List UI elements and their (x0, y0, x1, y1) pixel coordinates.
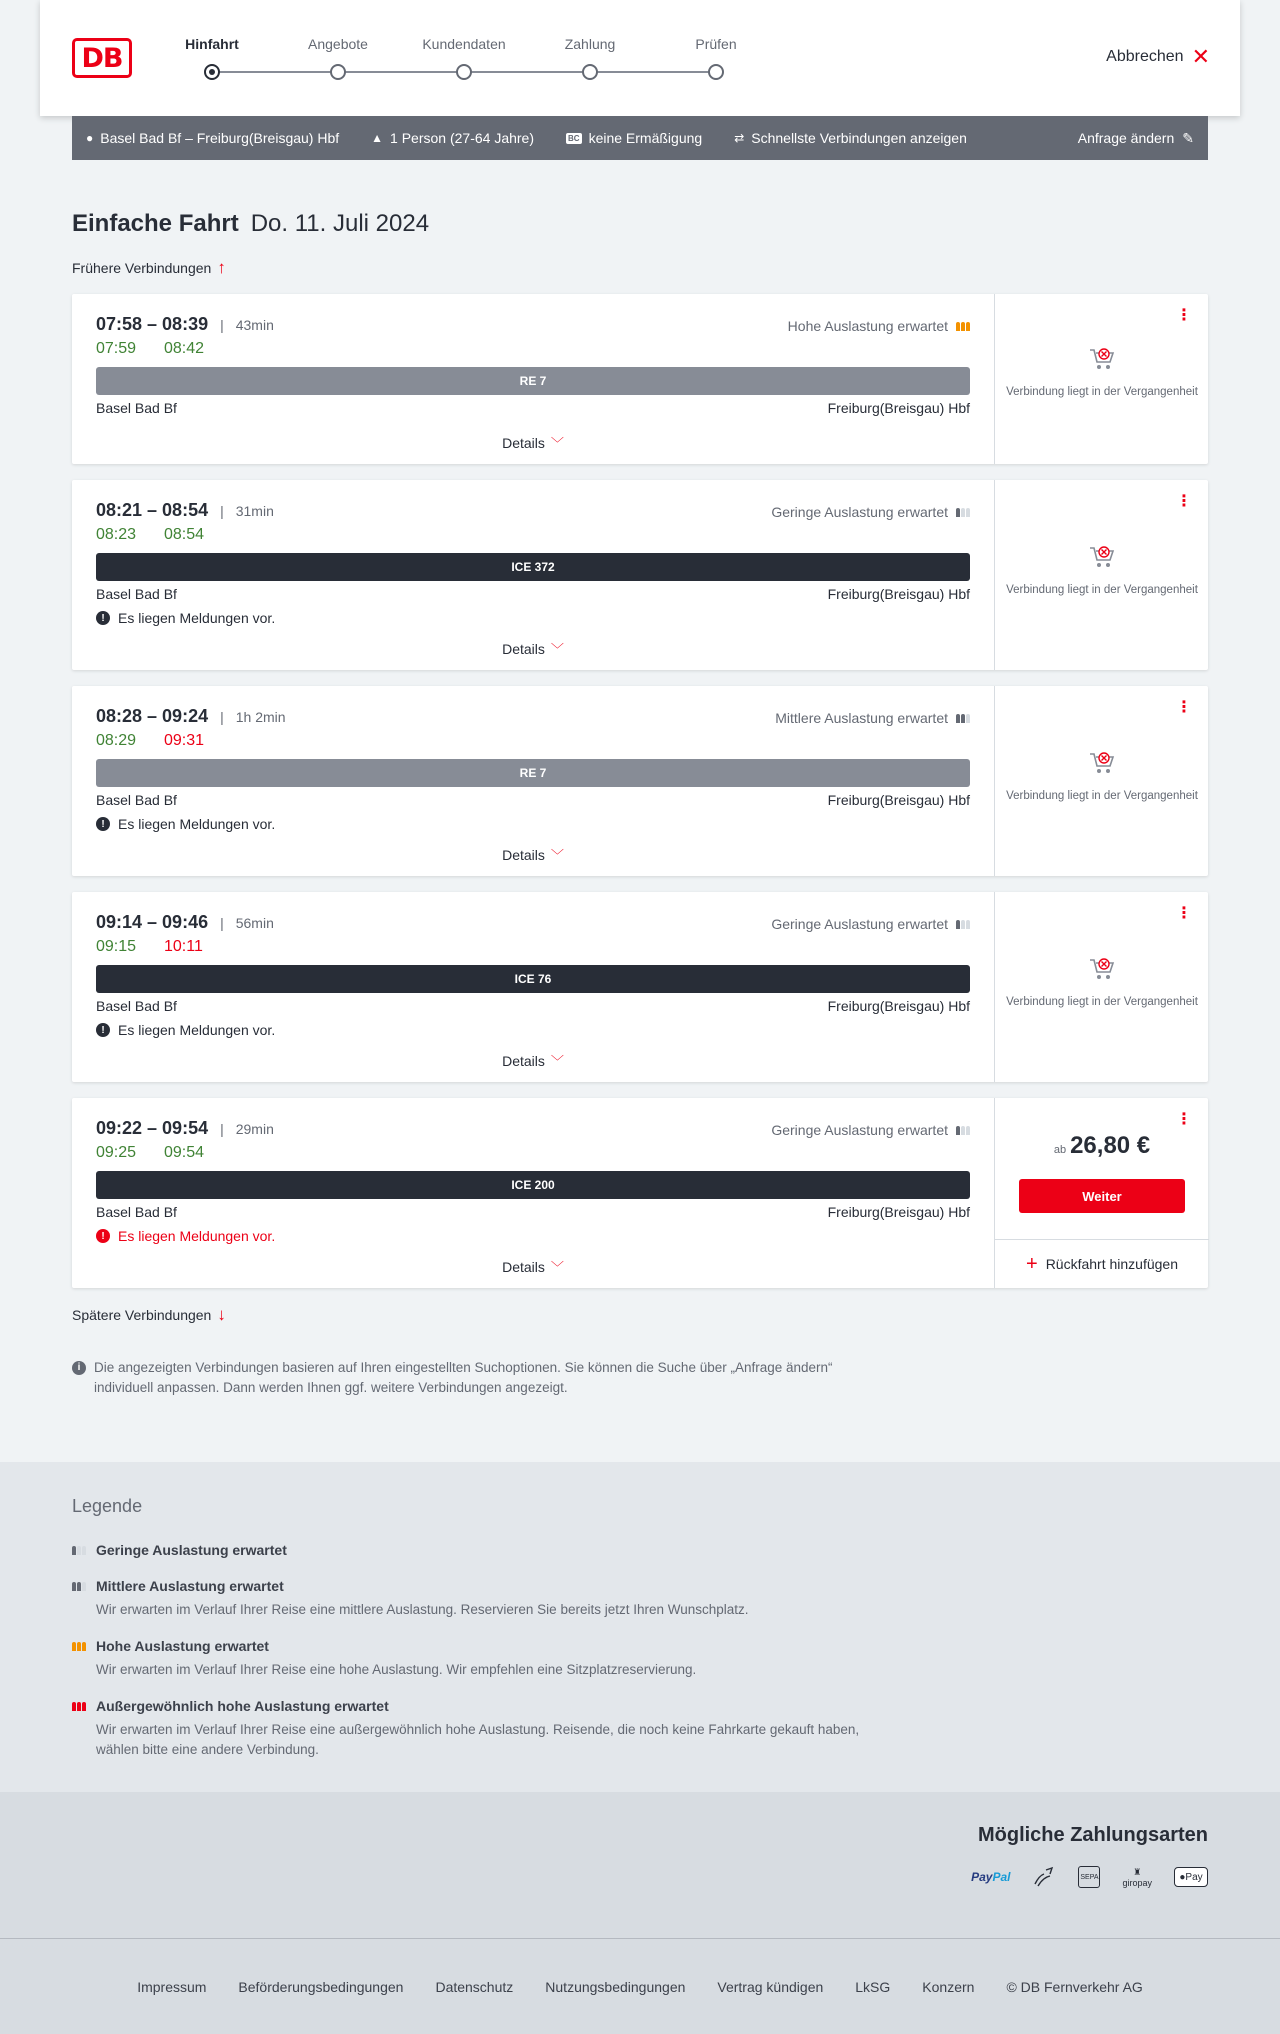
load-indicator: Geringe Auslastung erwartet (771, 504, 970, 520)
past-connection: Verbindung liegt in der Vergangenheit (995, 956, 1209, 1010)
cart-disabled-icon (1088, 956, 1116, 982)
train-bar[interactable]: RE 7 (96, 759, 970, 787)
realtime-times: 07:59 08:42 (96, 340, 205, 357)
plus-icon: + (1026, 1253, 1038, 1275)
step-zahlung: Zahlung (530, 36, 650, 80)
legend (0, 1462, 1280, 1792)
footer-link-datenschutz[interactable]: Datenschutz (435, 1978, 514, 1995)
details-toggle[interactable]: Details ﹀ (502, 1259, 564, 1275)
connection-times: 07:58 – 08:39 | 43min (96, 314, 274, 334)
info-icon: i (72, 1361, 86, 1375)
stations: Basel Bad Bf Freiburg(Breisgau) Hbf (96, 998, 970, 1014)
connection-main (96, 892, 970, 1082)
train-bar[interactable]: ICE 372 (96, 553, 970, 581)
legend-title: Legende (72, 1496, 143, 1516)
search-discount: BC keine Ermäßigung (568, 130, 703, 146)
legend-item-low: Geringe Auslastung erwartet (72, 1542, 892, 1558)
message-notice[interactable]: ! Es liegen Meldungen vor. (96, 1228, 275, 1244)
footer-link-nutzungsbedingungen[interactable]: Nutzungsbedingungen (545, 1978, 686, 1995)
payment-icons (971, 1866, 1208, 1888)
connection-card[interactable] (72, 480, 1208, 670)
info-note: i Die angezeigten Verbindungen basieren auf Ihren eingestellten Suchoptionen. Sie können die Suche über „Anfrage ändern“ individuell anpassen. Dann werden Ihnen ggf. weitere Verbindungen angezeigt. (72, 1358, 852, 1398)
person-icon: ▲ (371, 131, 384, 145)
bahncard-icon: BC (568, 133, 580, 143)
step-dot-icon (582, 64, 598, 80)
mid-load-icon (956, 714, 970, 723)
pencil-icon: ✎ (1182, 129, 1194, 146)
location-pin-icon: ● (86, 131, 94, 145)
step-hinfahrt: Hinfahrt (152, 36, 272, 80)
realtime-times: 08:23 08:54 (96, 526, 205, 543)
stations: Basel Bad Bf Freiburg(Breisgau) Hbf (96, 1204, 970, 1220)
load-indicator: Geringe Auslastung erwartet (771, 1122, 970, 1138)
step-dot-icon (204, 64, 220, 80)
past-connection: Verbindung liegt in der Vergangenheit (995, 544, 1209, 598)
mid-load-icon (72, 1582, 86, 1591)
details-toggle[interactable]: Details ﹀ (502, 641, 564, 657)
apple-icon: ● (1179, 1871, 1186, 1883)
low-load-icon (956, 1126, 970, 1135)
train-bar[interactable]: RE 7 (96, 367, 970, 395)
arrow-up-icon: ↑ (217, 258, 226, 277)
connection-card[interactable] (72, 1098, 1208, 1288)
paypal-icon: Pay Pal (971, 1870, 1011, 1884)
connection-side (994, 480, 1208, 670)
stations: Basel Bad Bf Freiburg(Breisgau) Hbf (96, 586, 970, 602)
payment-methods (0, 1792, 1280, 1938)
chevron-down-icon: ﹀ (550, 1054, 564, 1069)
cart-disabled-icon (1088, 346, 1116, 372)
direct-debit-icon (1032, 1866, 1056, 1888)
connection-card[interactable] (72, 686, 1208, 876)
duration: 1h 2min (235, 709, 286, 725)
connection-card[interactable] (72, 892, 1208, 1082)
extreme-load-icon (72, 1702, 86, 1711)
earlier-connections-link[interactable]: Frühere Verbindungen ↑ (72, 258, 226, 277)
more-options-icon[interactable]: ⋮ (1176, 1111, 1192, 1128)
duration: 29min (235, 1121, 274, 1137)
cart-disabled-icon (1088, 750, 1116, 776)
connection-side (994, 1098, 1208, 1288)
step-dot-icon (708, 64, 724, 80)
cancel-button[interactable]: Abbrechen ✕ (1106, 44, 1210, 69)
footer-link-impressum[interactable]: Impressum (137, 1978, 207, 1995)
giropay-symbol-icon: ♜ (1133, 1866, 1142, 1877)
more-options-icon[interactable]: ⋮ (1176, 307, 1192, 324)
stations: Basel Bad Bf Freiburg(Breisgau) Hbf (96, 792, 970, 808)
exclamation-icon: ! (96, 1023, 110, 1037)
low-load-icon (956, 920, 970, 929)
progress-steps (180, 36, 737, 86)
connection-times: 09:22 – 09:54 | 29min (96, 1118, 274, 1138)
chevron-down-icon: ﹀ (550, 1260, 564, 1275)
price: ab 26,80 € (1053, 1132, 1151, 1159)
step-pruefen: Prüfen (656, 36, 776, 80)
later-connections-link[interactable]: Spätere Verbindungen ↓ (72, 1305, 226, 1324)
message-notice: ! Es liegen Meldungen vor. (96, 816, 275, 832)
connection-times: 08:21 – 08:54 | 31min (96, 500, 274, 520)
duration: 43min (235, 317, 274, 333)
low-load-icon (72, 1546, 86, 1555)
connection-main (96, 686, 970, 876)
connection-times: 09:14 – 09:46 | 56min (96, 912, 274, 932)
payment-title: Mögliche Zahlungsarten (977, 1824, 1208, 1846)
chevron-down-icon: ﹀ (550, 436, 564, 451)
add-return-trip-button[interactable]: + Rückfahrt hinzufügen (995, 1239, 1209, 1288)
edit-request-button[interactable]: Anfrage ändern ✎ (1077, 129, 1194, 146)
connection-main (96, 294, 970, 464)
duration: 56min (235, 915, 274, 931)
close-icon: ✕ (1191, 44, 1210, 69)
footer-link-lksg[interactable]: LkSG (855, 1978, 891, 1995)
train-bar[interactable]: ICE 76 (96, 965, 970, 993)
swap-icon: ⇄ (734, 131, 745, 145)
chevron-down-icon: ﹀ (550, 642, 564, 657)
realtime-times: 09:25 09:54 (96, 1144, 205, 1161)
load-indicator: Mittlere Auslastung erwartet (775, 710, 970, 726)
details-toggle[interactable]: Details ﹀ (502, 435, 564, 451)
stations: Basel Bad Bf Freiburg(Breisgau) Hbf (96, 400, 970, 416)
search-summary-bar (72, 116, 1208, 160)
past-connection: Verbindung liegt in der Vergangenheit (995, 750, 1209, 804)
more-options-icon[interactable]: ⋮ (1176, 493, 1192, 510)
legend-item-mid: Mittlere Auslastung erwartet Wir erwarten im Verlauf Ihrer Reise eine mittlere Auslastung. Reservieren Sie bereits jetzt Ihren Wunschplatz. (72, 1578, 892, 1620)
search-route: ● Basel Bad Bf – Freiburg(Breisgau) Hbf (86, 130, 340, 146)
page-title: Einfache Fahrt Do. 11. Juli 2024 (72, 210, 430, 237)
sepa-icon: SEPA (1078, 1866, 1100, 1888)
connection-card[interactable] (72, 294, 1208, 464)
legend-item-high: Hohe Auslastung erwartet Wir erwarten im Verlauf Ihrer Reise eine hohe Auslastung. Wir empfehlen eine Sitzplatzreservierung. (72, 1638, 892, 1680)
details-toggle[interactable]: Details ﹀ (502, 1053, 564, 1069)
connection-side (994, 686, 1208, 876)
high-load-icon (956, 322, 970, 331)
connection-main (96, 480, 970, 670)
more-options-icon[interactable]: ⋮ (1176, 699, 1192, 716)
message-notice: ! Es liegen Meldungen vor. (96, 1022, 275, 1038)
duration: 31min (235, 503, 274, 519)
step-dot-icon (330, 64, 346, 80)
footer-link-vertrag-kuendigen[interactable]: Vertrag kündigen (717, 1978, 824, 1995)
arrow-down-icon: ↓ (217, 1305, 226, 1324)
high-load-icon (72, 1642, 86, 1651)
cart-disabled-icon (1088, 544, 1116, 570)
step-angebote: Angebote (278, 36, 398, 80)
connection-main (96, 1098, 970, 1288)
search-fastest: ⇄ Schnellste Verbindungen anzeigen (734, 130, 967, 146)
footer (0, 1938, 1280, 2034)
connection-side (994, 892, 1208, 1082)
header (40, 0, 1240, 116)
load-indicator: Hohe Auslastung erwartet (788, 318, 970, 334)
load-indicator: Geringe Auslastung erwartet (771, 916, 970, 932)
exclamation-icon: ! (96, 1229, 110, 1243)
low-load-icon (956, 508, 970, 517)
details-toggle[interactable]: Details ﹀ (502, 847, 564, 863)
past-connection: Verbindung liegt in der Vergangenheit (995, 346, 1209, 400)
db-logo[interactable]: DB (72, 38, 132, 78)
footer-copyright: © DB Fernverkehr AG (1006, 1978, 1143, 1995)
search-persons: ▲ 1 Person (27-64 Jahre) (371, 130, 534, 146)
exclamation-icon: ! (96, 817, 110, 831)
connection-times: 08:28 – 09:24 | 1h 2min (96, 706, 286, 726)
realtime-times: 09:15 10:11 (96, 938, 203, 955)
step-dot-icon (456, 64, 472, 80)
train-bar[interactable]: ICE 200 (96, 1171, 970, 1199)
realtime-times: 08:29 09:31 (96, 732, 205, 749)
connection-side (994, 294, 1208, 464)
more-options-icon[interactable]: ⋮ (1176, 905, 1192, 922)
footer-link-konzern[interactable]: Konzern (922, 1978, 975, 1995)
footer-link-befoerderungsbedingungen[interactable]: Beförderungsbedingungen (238, 1978, 404, 1995)
giropay-icon: ♜ giropay (1122, 1866, 1152, 1888)
message-notice: ! Es liegen Meldungen vor. (96, 610, 275, 626)
chevron-down-icon: ﹀ (550, 848, 564, 863)
step-kundendaten: Kundendaten (404, 36, 524, 80)
legend-item-extreme: Außergewöhnlich hohe Auslastung erwartet Wir erwarten im Verlauf Ihrer Reise eine außergewöhnlich hohe Auslastung. Reisende, die noch keine Fahrkarte gekauft haben, wählen bitte eine andere Verbindung. (72, 1698, 892, 1760)
exclamation-icon: ! (96, 611, 110, 625)
apple-pay-icon: ● Pay (1174, 1867, 1208, 1887)
continue-button[interactable]: Weiter (1019, 1179, 1185, 1213)
